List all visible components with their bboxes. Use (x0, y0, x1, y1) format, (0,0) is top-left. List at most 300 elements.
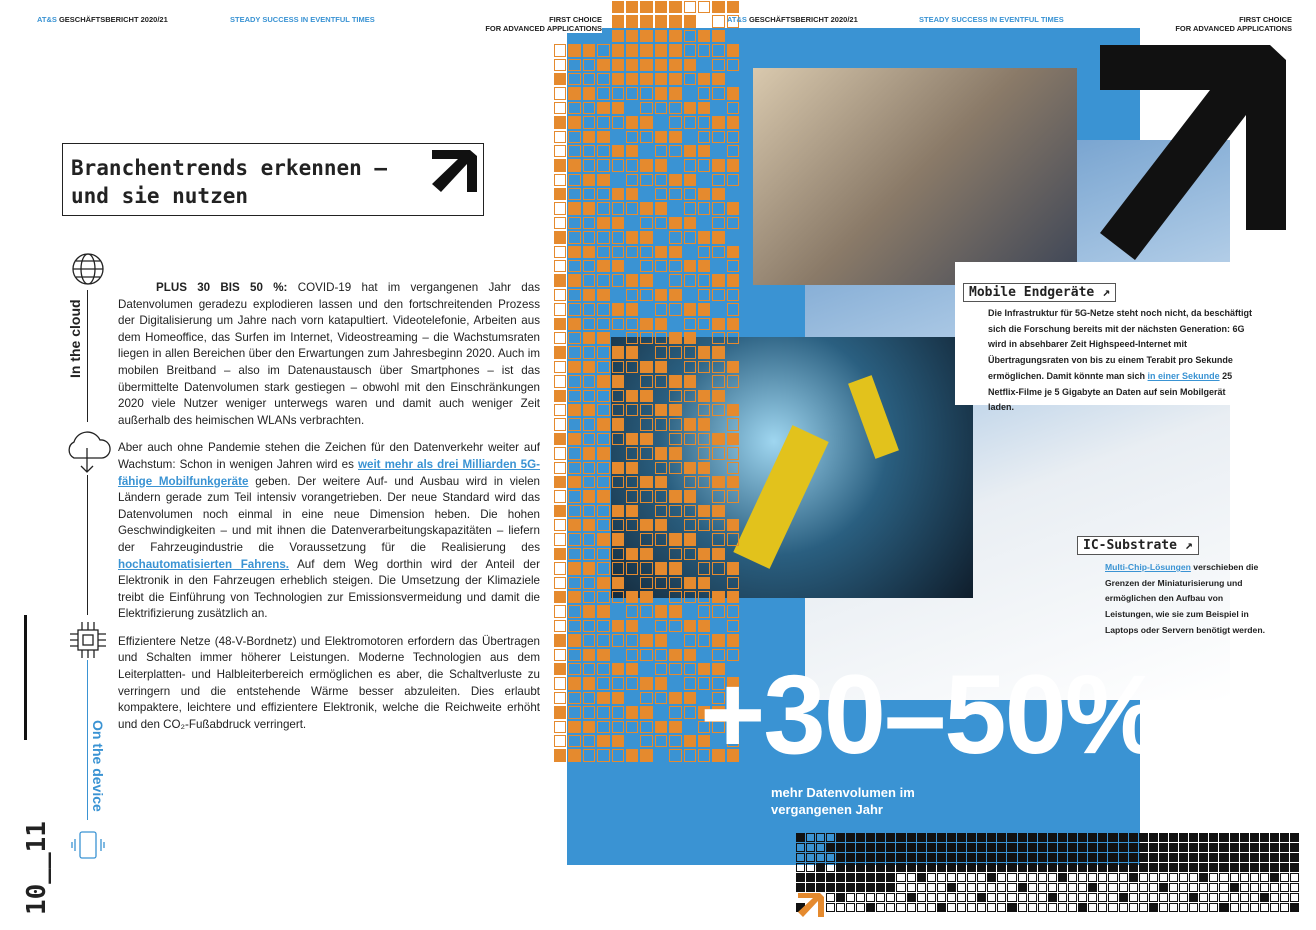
orange-pixel (612, 620, 624, 632)
orange-pixel (612, 59, 624, 71)
orange-pixel (612, 375, 624, 387)
orange-pixel (554, 519, 566, 531)
black-pixel (1068, 863, 1077, 872)
orange-pixel (597, 332, 609, 344)
orange-pixel (655, 562, 667, 574)
tablet-icon (70, 830, 106, 862)
orange-pixel (597, 231, 609, 243)
orange-pixel (684, 289, 696, 301)
orange-pixel (655, 361, 667, 373)
orange-pixel (669, 231, 681, 243)
black-pixel (1028, 853, 1037, 862)
orange-pixel (640, 404, 652, 416)
orange-pixel (655, 202, 667, 214)
orange-pixel (669, 44, 681, 56)
orange-pixel (698, 404, 710, 416)
black-pixel (846, 853, 855, 862)
orange-pixel (669, 605, 681, 617)
black-pixel (1098, 833, 1107, 842)
orange-pixel (655, 159, 667, 171)
black-pixel (806, 883, 815, 892)
orange-pixel (669, 202, 681, 214)
orange-pixel (597, 505, 609, 517)
orange-pixel (684, 462, 696, 474)
orange-pixel (626, 620, 638, 632)
header-tagline: STEADY SUCCESS IN EVENTFUL TIMES (230, 15, 375, 24)
orange-pixel (626, 390, 638, 402)
black-pixel (1250, 843, 1259, 852)
black-pixel (1129, 843, 1138, 852)
orange-pixel (612, 562, 624, 574)
black-pixel (1280, 833, 1289, 842)
orange-pixel (684, 433, 696, 445)
black-pixel (1230, 853, 1239, 862)
orange-pixel (669, 505, 681, 517)
link-5g-devices[interactable]: weit mehr als drei Milliarden 5G-fähige Mobilfunkgeräte (118, 457, 541, 488)
orange-pixel (684, 490, 696, 502)
black-pixel (1098, 883, 1107, 892)
orange-pixel (554, 447, 566, 459)
orange-pixel (612, 706, 624, 718)
black-pixel (917, 863, 926, 872)
orange-pixel (583, 375, 595, 387)
orange-pixel (626, 462, 638, 474)
orange-pixel (583, 447, 595, 459)
black-pixel (876, 873, 885, 882)
orange-pixel (554, 318, 566, 330)
black-pixel (977, 903, 986, 912)
orange-pixel (640, 303, 652, 315)
black-pixel (1270, 833, 1279, 842)
black-pixel (957, 833, 966, 842)
black-pixel (907, 883, 916, 892)
orange-pixel (626, 735, 638, 747)
page-title: Branchentrends erkennen – und sie nutzen (62, 143, 484, 216)
black-pixel (1189, 833, 1198, 842)
black-pixel (806, 863, 815, 872)
orange-pixel (583, 706, 595, 718)
black-pixel (927, 873, 936, 882)
orange-pixel (554, 289, 566, 301)
orange-pixel (554, 346, 566, 358)
orange-pixel (655, 663, 667, 675)
black-pixel (876, 893, 885, 902)
black-pixel (1078, 903, 1087, 912)
header-claim: FIRST CHOICE FOR ADVANCED APPLICATIONS (460, 15, 602, 33)
orange-pixel (583, 749, 595, 761)
black-pixel (886, 883, 895, 892)
orange-pixel (684, 562, 696, 574)
black-pixel (1189, 883, 1198, 892)
orange-pixel (684, 318, 696, 330)
black-pixel (1078, 833, 1087, 842)
black-pixel (886, 893, 895, 902)
orange-pixel (568, 447, 580, 459)
black-pixel (1290, 843, 1299, 852)
black-pixel (866, 863, 875, 872)
black-pixel (1108, 853, 1117, 862)
orange-pixel (684, 591, 696, 603)
orange-pixel (583, 649, 595, 661)
black-pixel (1007, 853, 1016, 862)
orange-pixel (640, 188, 652, 200)
black-pixel (1240, 853, 1249, 862)
orange-pixel (655, 318, 667, 330)
orange-pixel (554, 433, 566, 445)
orange-pixel (684, 131, 696, 143)
orange-pixel (568, 145, 580, 157)
black-pixel (1199, 903, 1208, 912)
orange-pixel (583, 59, 595, 71)
orange-pixel (626, 505, 638, 517)
orange-pixel (640, 490, 652, 502)
black-pixel (1018, 843, 1027, 852)
black-pixel (886, 843, 895, 852)
orange-pixel (655, 447, 667, 459)
orange-pixel (655, 519, 667, 531)
black-pixel (836, 903, 845, 912)
black-pixel (1038, 903, 1047, 912)
orange-pixel (554, 620, 566, 632)
black-pixel (957, 883, 966, 892)
orange-pixel (727, 217, 739, 229)
orange-pixel (640, 706, 652, 718)
orange-pixel (640, 735, 652, 747)
orange-pixel (655, 332, 667, 344)
orange-pixel (712, 30, 724, 42)
black-pixel (947, 893, 956, 902)
black-pixel (1098, 843, 1107, 852)
orange-pixel (612, 418, 624, 430)
black-pixel (796, 863, 805, 872)
orange-pixel (626, 87, 638, 99)
orange-pixel (583, 332, 595, 344)
black-pixel (826, 863, 835, 872)
black-pixel (826, 873, 835, 882)
orange-pixel (597, 433, 609, 445)
black-pixel (1098, 903, 1107, 912)
black-pixel (947, 873, 956, 882)
black-pixel (876, 833, 885, 842)
orange-pixel (568, 562, 580, 574)
black-pixel (1028, 863, 1037, 872)
orange-pixel (568, 505, 580, 517)
black-pixel (987, 903, 996, 912)
black-pixel (1280, 873, 1289, 882)
orange-pixel (640, 217, 652, 229)
orange-pixel (684, 749, 696, 761)
orange-pixel (554, 131, 566, 143)
orange-pixel (727, 591, 739, 603)
orange-pixel (684, 274, 696, 286)
orange-pixel (626, 404, 638, 416)
orange-pixel (612, 231, 624, 243)
black-pixel (1240, 843, 1249, 852)
black-pixel (947, 863, 956, 872)
orange-pixel (597, 174, 609, 186)
black-pixel (1270, 863, 1279, 872)
orange-pixel (727, 462, 739, 474)
orange-pixel (698, 116, 710, 128)
black-pixel (836, 843, 845, 852)
black-pixel (987, 893, 996, 902)
link-in-einer-sekunde[interactable]: in einer Sekunde (1147, 370, 1220, 381)
orange-pixel (712, 462, 724, 474)
orange-pixel (727, 231, 739, 243)
black-pixel (1078, 883, 1087, 892)
black-pixel (1038, 883, 1047, 892)
orange-pixel (669, 361, 681, 373)
orange-pixel (669, 260, 681, 272)
orange-pixel (669, 188, 681, 200)
black-pixel (1230, 863, 1239, 872)
black-pixel (806, 843, 815, 852)
orange-pixel (655, 418, 667, 430)
black-pixel (896, 843, 905, 852)
black-pixel (1108, 903, 1117, 912)
link-automated-driving[interactable]: hochautomatisierten Fahrens. (118, 557, 290, 571)
header-tagline-right: STEADY SUCCESS IN EVENTFUL TIMES (919, 15, 1064, 24)
orange-pixel (684, 145, 696, 157)
black-pixel (1250, 833, 1259, 842)
orange-pixel (612, 447, 624, 459)
orange-pixel (712, 274, 724, 286)
orange-pixel (626, 663, 638, 675)
orange-pixel (612, 15, 624, 27)
black-pixel (1088, 853, 1097, 862)
orange-pixel (626, 1, 638, 13)
black-pixel (967, 863, 976, 872)
black-pixel (1119, 863, 1128, 872)
black-pixel (1280, 853, 1289, 862)
orange-pixel (568, 533, 580, 545)
orange-pixel (684, 15, 696, 27)
black-pixel (896, 893, 905, 902)
orange-pixel (698, 159, 710, 171)
orange-pixel (727, 289, 739, 301)
orange-pixel (612, 260, 624, 272)
black-pixel (1199, 893, 1208, 902)
orange-pixel (568, 44, 580, 56)
black-pixel (1290, 853, 1299, 862)
orange-pixel (554, 749, 566, 761)
black-pixel (1108, 883, 1117, 892)
orange-pixel (583, 102, 595, 114)
orange-pixel (669, 649, 681, 661)
black-pixel (1068, 903, 1077, 912)
orange-pixel (583, 663, 595, 675)
header-brand: AT&S GESCHÄFTSBERICHT 2020/21 (37, 15, 168, 24)
orange-pixel (669, 404, 681, 416)
orange-pixel (655, 390, 667, 402)
black-pixel (1048, 893, 1057, 902)
orange-pixel (712, 59, 724, 71)
black-pixel (816, 843, 825, 852)
orange-pixel (727, 274, 739, 286)
orange-pixel (612, 577, 624, 589)
black-pixel (1149, 893, 1158, 902)
orange-pixel (655, 605, 667, 617)
orange-pixel (626, 116, 638, 128)
orange-pixel (612, 634, 624, 646)
orange-pixel (698, 346, 710, 358)
orange-pixel (640, 260, 652, 272)
black-pixel (866, 883, 875, 892)
photo-man-with-tablet (753, 68, 1077, 285)
orange-pixel (669, 1, 681, 13)
orange-pixel (597, 390, 609, 402)
black-pixel (826, 883, 835, 892)
orange-pixel (554, 217, 566, 229)
black-pixel (1028, 873, 1037, 882)
black-pixel (1169, 883, 1178, 892)
orange-pixel (612, 318, 624, 330)
orange-pixel (640, 433, 652, 445)
header-claim-right: FIRST CHOICE FOR ADVANCED APPLICATIONS (1175, 15, 1292, 33)
orange-pixel (612, 73, 624, 85)
orange-pixel (554, 116, 566, 128)
orange-pixel (698, 548, 710, 560)
black-pixel (1038, 873, 1047, 882)
black-pixel (816, 853, 825, 862)
orange-pixel (684, 73, 696, 85)
orange-pixel (640, 447, 652, 459)
orange-pixel (655, 548, 667, 560)
orange-pixel (568, 174, 580, 186)
orange-pixel (597, 605, 609, 617)
black-pixel (1189, 853, 1198, 862)
orange-pixel (727, 87, 739, 99)
page-numbers: 10__11 (22, 821, 52, 915)
orange-pixel (655, 620, 667, 632)
big-stat-caption: mehr Datenvolumen im vergangenen Jahr (771, 785, 915, 817)
black-pixel (1230, 893, 1239, 902)
black-pixel (1179, 853, 1188, 862)
black-pixel (1068, 893, 1077, 902)
orange-pixel (626, 591, 638, 603)
black-pixel (1270, 853, 1279, 862)
orange-pixel (583, 188, 595, 200)
orange-pixel (568, 390, 580, 402)
black-pixel (866, 843, 875, 852)
orange-pixel (583, 620, 595, 632)
black-pixel (1179, 903, 1188, 912)
orange-pixel (640, 59, 652, 71)
black-pixel (1260, 893, 1269, 902)
orange-pixel (655, 677, 667, 689)
orange-pixel (684, 188, 696, 200)
black-pixel (937, 833, 946, 842)
orange-pixel (597, 73, 609, 85)
orange-pixel (583, 505, 595, 517)
orange-pixel (640, 131, 652, 143)
orange-pixel (583, 634, 595, 646)
black-pixel (987, 853, 996, 862)
orange-pixel (612, 131, 624, 143)
black-pixel (1139, 883, 1148, 892)
orange-pixel (583, 548, 595, 560)
orange-pixel (583, 145, 595, 157)
black-pixel (846, 903, 855, 912)
orange-pixel (612, 174, 624, 186)
orange-pixel (568, 634, 580, 646)
orange-pixel (554, 706, 566, 718)
black-pixel (1219, 893, 1228, 902)
black-pixel (1219, 903, 1228, 912)
orange-pixel (583, 562, 595, 574)
orange-pixel (669, 548, 681, 560)
orange-pixel (655, 591, 667, 603)
orange-pixel (712, 303, 724, 315)
orange-pixel (568, 404, 580, 416)
black-pixel (1240, 873, 1249, 882)
orange-pixel (684, 231, 696, 243)
orange-pixel (597, 476, 609, 488)
orange-pixel (626, 59, 638, 71)
black-pixel (1048, 843, 1057, 852)
black-pixel (1038, 863, 1047, 872)
orange-pixel (640, 591, 652, 603)
black-pixel (796, 853, 805, 862)
black-pixel (836, 833, 845, 842)
orange-pixel (655, 749, 667, 761)
black-pixel (1139, 853, 1148, 862)
orange-pixel (712, 44, 724, 56)
orange-pixel (597, 44, 609, 56)
black-pixel (876, 863, 885, 872)
black-pixel (896, 903, 905, 912)
orange-pixel (640, 44, 652, 56)
orange-pixel (712, 202, 724, 214)
big-stat: +30–50% (700, 652, 1163, 777)
black-pixel (1280, 843, 1289, 852)
orange-pixel (669, 476, 681, 488)
black-pixel (896, 853, 905, 862)
black-pixel (876, 903, 885, 912)
orange-pixel (698, 533, 710, 545)
orange-pixel (669, 533, 681, 545)
black-pixel (846, 833, 855, 842)
orange-pixel (684, 59, 696, 71)
orange-pixel (640, 721, 652, 733)
orange-pixel (684, 390, 696, 402)
orange-pixel (597, 59, 609, 71)
orange-pixel (597, 159, 609, 171)
orange-pixel (727, 519, 739, 531)
black-pixel (937, 843, 946, 852)
orange-pixel (712, 260, 724, 272)
black-pixel (1280, 903, 1289, 912)
link-multi-chip[interactable]: Multi-Chip-Lösungen (1105, 562, 1191, 572)
black-pixel (796, 833, 805, 842)
orange-pixel (554, 59, 566, 71)
orange-pixel (655, 174, 667, 186)
orange-pixel (669, 721, 681, 733)
orange-pixel (554, 649, 566, 661)
orange-pixel (568, 591, 580, 603)
orange-pixel (698, 605, 710, 617)
black-pixel (896, 863, 905, 872)
black-pixel (1240, 883, 1249, 892)
orange-pixel (727, 505, 739, 517)
black-pixel (1068, 873, 1077, 882)
black-pixel (856, 883, 865, 892)
black-pixel (1098, 893, 1107, 902)
black-pixel (1048, 903, 1057, 912)
black-pixel (1169, 903, 1178, 912)
black-pixel (1209, 833, 1218, 842)
orange-pixel (583, 159, 595, 171)
